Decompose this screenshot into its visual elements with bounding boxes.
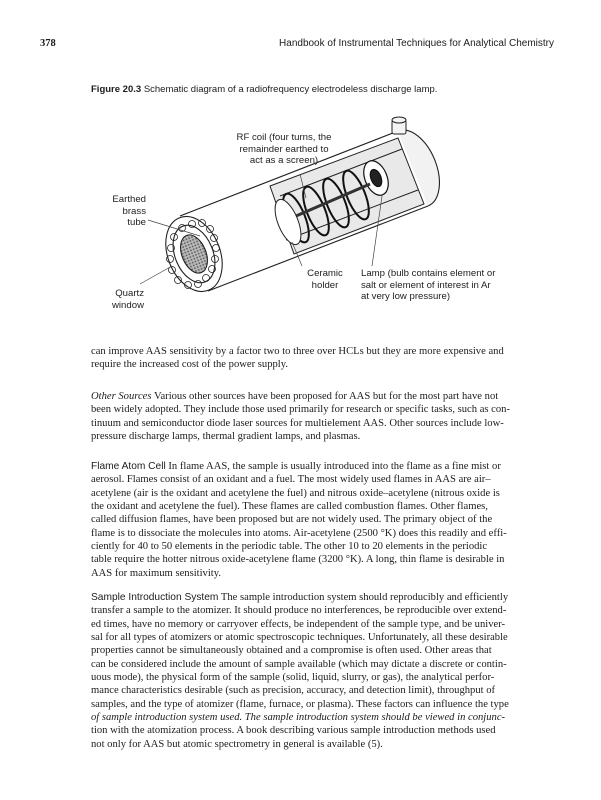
connector bbox=[392, 117, 406, 134]
text-line: transfer a sample to the atomizer. It should produce no interferences, be reproducible over extend- bbox=[91, 605, 507, 617]
lamp-label-line: salt or element of interest in Ar bbox=[361, 279, 491, 291]
quartz-window-label-line: window bbox=[112, 299, 144, 311]
running-head: Handbook of Instrumental Techniques for Analytical Chemistry bbox=[279, 38, 554, 49]
paragraph-flame-atom-cell bbox=[91, 460, 552, 580]
other-sources-heading: Other Sources bbox=[91, 391, 152, 402]
text-line-italic: of sample introduction system used. The sample introduction system should be viewed in conjunc- bbox=[91, 712, 506, 724]
earthed-tube-label-line: tube bbox=[127, 217, 146, 228]
earthed-tube-label-line: Earthed bbox=[112, 194, 146, 205]
text-line bbox=[91, 460, 552, 473]
text-line: the oxidant and acetylene the fuel). These flames are called combustion flames. Other flames, bbox=[91, 501, 488, 513]
text-line: tion with the atomization process. A book describing various sample introduction methods used bbox=[91, 725, 496, 737]
text-line: AAS for maximum sensitivity. bbox=[91, 567, 221, 579]
text-line: called diffusion flames, have been proposed but are not widely used. The primary object of the bbox=[91, 514, 493, 526]
text-run: The sample introduction system should reproducibly and efficiently bbox=[220, 592, 509, 603]
text-line: not only for AAS but atomic spectrometry in general is available (5). bbox=[91, 738, 383, 750]
text-line: tinuum and semiconductor diode laser sources for multielement AAS. Other sources include low- bbox=[91, 417, 504, 429]
flame-heading: Flame Atom Cell bbox=[91, 461, 166, 472]
text-line bbox=[91, 390, 552, 403]
text-line: acetylene (air is the oxidant and acetylene the fuel) and nitrous oxide–acetylene (nitrous oxide is bbox=[91, 487, 500, 499]
lamp-label-line: at very low pressure) bbox=[361, 291, 451, 302]
paragraph-sample-introduction bbox=[91, 591, 552, 751]
paragraph-cost bbox=[91, 345, 552, 372]
text-run: In flame AAS, the sample is usually introduced into the flame as a fine mist or bbox=[168, 461, 501, 472]
text-line: samples, and the type of atomizer (flame, furnace, or plasma). These factors can influence the type bbox=[91, 698, 509, 710]
figure-label: Figure 20.3 bbox=[91, 84, 142, 95]
rf-coil-label-line: act as a screen) bbox=[249, 155, 319, 166]
ceramic-holder-label-line: Ceramic bbox=[307, 268, 343, 279]
earthed-tube-label-line: brass bbox=[122, 205, 146, 217]
lamp-label-line: Lamp (bulb contains element or bbox=[361, 268, 496, 279]
text-line: ciently for 40 to 50 elements in the periodic table. The other 10 to 20 elements in the periodic bbox=[91, 541, 488, 553]
text-line: table require the hotter nitrous oxide-acetylene flame (3200 °K). A long, thin flame is desirable in bbox=[91, 554, 505, 566]
text-line: ed times, have no memory or carryover effects, be independent of the sample type, and be univer- bbox=[91, 618, 506, 630]
figure-caption-text: Schematic diagram of a radiofrequency electrodeless discharge lamp. bbox=[143, 84, 438, 95]
text-line: mance characteristics desirable (such as precision, accuracy, and detection limit), throughput of bbox=[91, 685, 496, 697]
paragraph-other-sources bbox=[91, 390, 552, 443]
text-line: require the increased cost of the power supply. bbox=[91, 359, 288, 371]
text-line: can be considered include the amount of sample available (which may dictate a discrete or contin- bbox=[91, 658, 507, 670]
lamp-label bbox=[361, 268, 541, 303]
rf-coil-label-line: RF coil (four turns, the bbox=[236, 132, 332, 143]
text-line bbox=[91, 591, 552, 604]
quartz-window-label-line: Quartz bbox=[115, 288, 144, 299]
rf-coil-label-line: remainder earthed to bbox=[239, 143, 329, 155]
text-line: aerosol. Flames consist of an oxidant and a fuel. The most widely used flames in AAS are air– bbox=[91, 474, 491, 486]
sample-intro-heading: Sample Introduction System bbox=[91, 592, 219, 603]
text-run: Various other sources have been proposed for AAS but for the most part have not bbox=[153, 391, 499, 402]
quartz-window-label bbox=[104, 288, 144, 311]
earthed-tube-label bbox=[108, 194, 146, 229]
text-line: can improve AAS sensitivity by a factor two to three over HCLs but they are more expensive and bbox=[91, 346, 504, 357]
text-line: sal for all types of atomizers or atomic spectroscopic techniques. Unfortunately, all these desirable bbox=[91, 632, 508, 644]
figure-caption bbox=[91, 84, 437, 95]
ceramic-holder-label bbox=[300, 268, 350, 291]
ceramic-holder-label-line: holder bbox=[311, 279, 339, 291]
text-line: properties cannot be simultaneously obtained and a compromise is often used. Other areas that bbox=[91, 645, 492, 657]
rf-coil-label bbox=[219, 132, 349, 167]
text-line: flame is to dissociate the molecules into atoms. Air-acetylene (2500 °K) does this readily and effi- bbox=[91, 527, 507, 539]
text-line: pressure discharge lamps, thermal gradient lamps, and plasmas. bbox=[91, 431, 361, 443]
text-line: uous mode), the physical form of the sample (solid, liquid, slurry, or gas), the analytical perfor- bbox=[91, 672, 495, 684]
text-line: been widely adopted. They include those used primarily for research or specific tasks, such as con- bbox=[91, 404, 511, 416]
page-number: 378 bbox=[40, 38, 56, 49]
